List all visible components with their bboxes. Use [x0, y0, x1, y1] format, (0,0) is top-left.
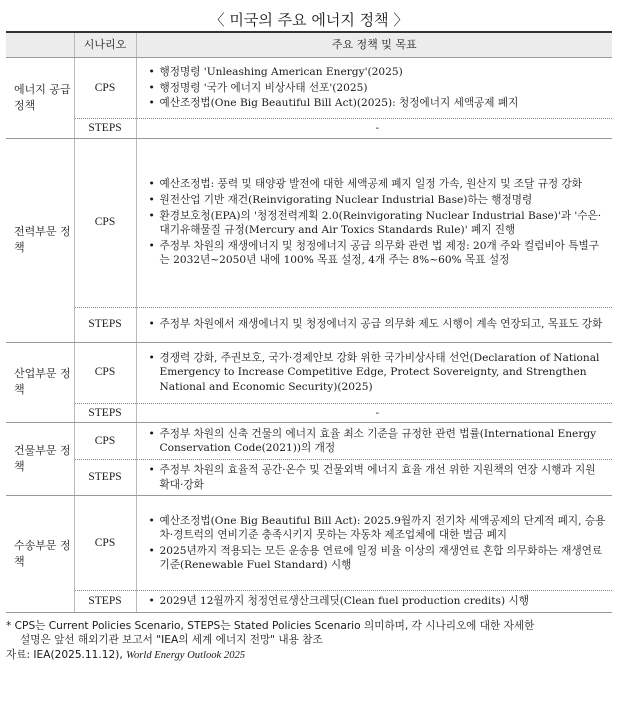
policy-item: • 경쟁력 강화, 주권보호, 국가·경제안보 강화 위한 국가비상사태 선언(Declaration of National Emergency to Increase Competitive Edge, Protect Sovereignty, and Strengthen National and Economic Security)(2025)	[149, 351, 607, 395]
scenario-cell: CPS	[74, 496, 136, 591]
scenario-cell: STEPS	[74, 591, 136, 613]
table-row	[6, 58, 612, 119]
table-row	[6, 119, 612, 139]
policy-item: • 주정부 차원의 재생에너지 및 청정에너지 공급 의무화 관련 법 제정: 20개 주와 컬럼비아 특별구는 2032년~2050년 내에 100% 목표 설정, 4개 주는 8%~60% 목표 설정	[149, 239, 607, 268]
policy-item: • 원전산업 기반 재건(Reinvigorating Nuclear Industrial Base)하는 행정명령	[149, 193, 607, 208]
table-header-row	[6, 32, 612, 58]
policy-cell	[136, 496, 612, 591]
scenario-cell: CPS	[74, 58, 136, 119]
footnote-line: * CPS는 Current Policies Scenario, STEPS는 Stated Policies Scenario 의미하며, 각 시나리오에 대한 자세한	[6, 619, 535, 632]
sector-buildings: 건물부문 정책	[6, 423, 74, 496]
source-line	[6, 648, 612, 664]
header-scenario: 시나리오	[74, 32, 136, 58]
table-row	[6, 307, 612, 342]
table-row	[6, 423, 612, 460]
policy-item: • 행정명령 '국가 에너지 비상사태 선포'(2025)	[149, 81, 607, 96]
scenario-cell: STEPS	[74, 307, 136, 342]
policy-cell	[136, 58, 612, 119]
scenario-cell: CPS	[74, 342, 136, 403]
sector-power: 전력부문 정책	[6, 138, 74, 342]
scenario-cell: STEPS	[74, 119, 136, 139]
policy-cell	[136, 138, 612, 307]
policy-item: • 행정명령 'Unleashing American Energy'(2025)	[149, 65, 607, 80]
policy-cell-empty: -	[136, 403, 612, 423]
policy-item: • 주정부 차원에서 재생에너지 및 청정에너지 공급 의무화 제도 시행이 계속 연장되고, 목표도 강화	[149, 317, 607, 332]
scenario-cell: CPS	[74, 423, 136, 460]
header-sector	[6, 32, 74, 58]
sector-transport: 수송부문 정책	[6, 496, 74, 613]
table-row	[6, 591, 612, 613]
scenario-cell: CPS	[74, 138, 136, 307]
policy-item: • 2029년 12월까지 청정연료생산크레딧(Clean fuel production credits) 시행	[149, 594, 607, 609]
source-publication: World Energy Outlook 2025	[126, 649, 246, 661]
page-title: 〈 미국의 주요 에너지 정책 〉	[209, 11, 409, 29]
scenario-cell: STEPS	[74, 403, 136, 423]
sector-industry: 산업부문 정책	[6, 342, 74, 423]
source-prefix: 자료: IEA(2025.11.12),	[6, 648, 127, 661]
table-row	[6, 403, 612, 423]
policy-cell	[136, 307, 612, 342]
policy-item: • 주정부 차원의 신축 건물의 에너지 효율 최소 기준을 규정한 관련 법률(International Energy Conservation Code(2021))의 개정	[149, 427, 607, 456]
footnote-line: 설명은 앞선 해외기관 보고서 "IEA의 세계 에너지 전망" 내용 참조	[20, 634, 323, 647]
table-row	[6, 460, 612, 496]
table-row	[6, 496, 612, 591]
policy-item: • 주정부 차원의 효율적 공간·온수 및 건물외벽 에너지 효율 개선 위한 지원책의 연장 시행과 지원 확대·강화	[149, 463, 607, 492]
policy-cell	[136, 460, 612, 496]
policy-cell	[136, 423, 612, 460]
policy-cell	[136, 591, 612, 613]
header-policy: 주요 정책 및 목표	[136, 32, 612, 58]
footnotes	[6, 619, 612, 664]
policy-item: • 예산조정법(One Big Beautiful Bill Act): 2025.9월까지 전기차 세액공제의 단계적 폐지, 승용차·경트럭의 연비기준 충족시키지 못하는 자동차 제조업체에 대한 벌금 폐지	[149, 514, 607, 543]
table-row	[6, 138, 612, 307]
policy-item: • 예산조정법: 풍력 및 태양광 발전에 대한 세액공제 폐지 일정 가속, 원산지 및 조달 규정 강화	[149, 177, 607, 192]
policy-cell-empty: -	[136, 119, 612, 139]
policy-item: • 2025년까지 적용되는 모든 운송용 연료에 일정 비율 이상의 재생연료 혼합 의무화하는 재생연료기준(Renewable Fuel Standard) 시행	[149, 544, 607, 573]
policy-item: • 환경보호청(EPA)의 '청정전력계획 2.0(Reinvigorating Nuclear Industrial Base)'과 '수은·대기유해물질 규정(Mercury and Air Toxics Standards Rule)' 폐지 진행	[149, 209, 607, 238]
table-row	[6, 342, 612, 403]
scenario-cell: STEPS	[74, 460, 136, 496]
policy-table	[6, 31, 612, 613]
policy-item: • 예산조정법(One Big Beautiful Bill Act)(2025): 청정에너지 세액공제 폐지	[149, 96, 607, 111]
sector-energy-supply: 에너지 공급 정책	[6, 58, 74, 139]
policy-cell	[136, 342, 612, 403]
